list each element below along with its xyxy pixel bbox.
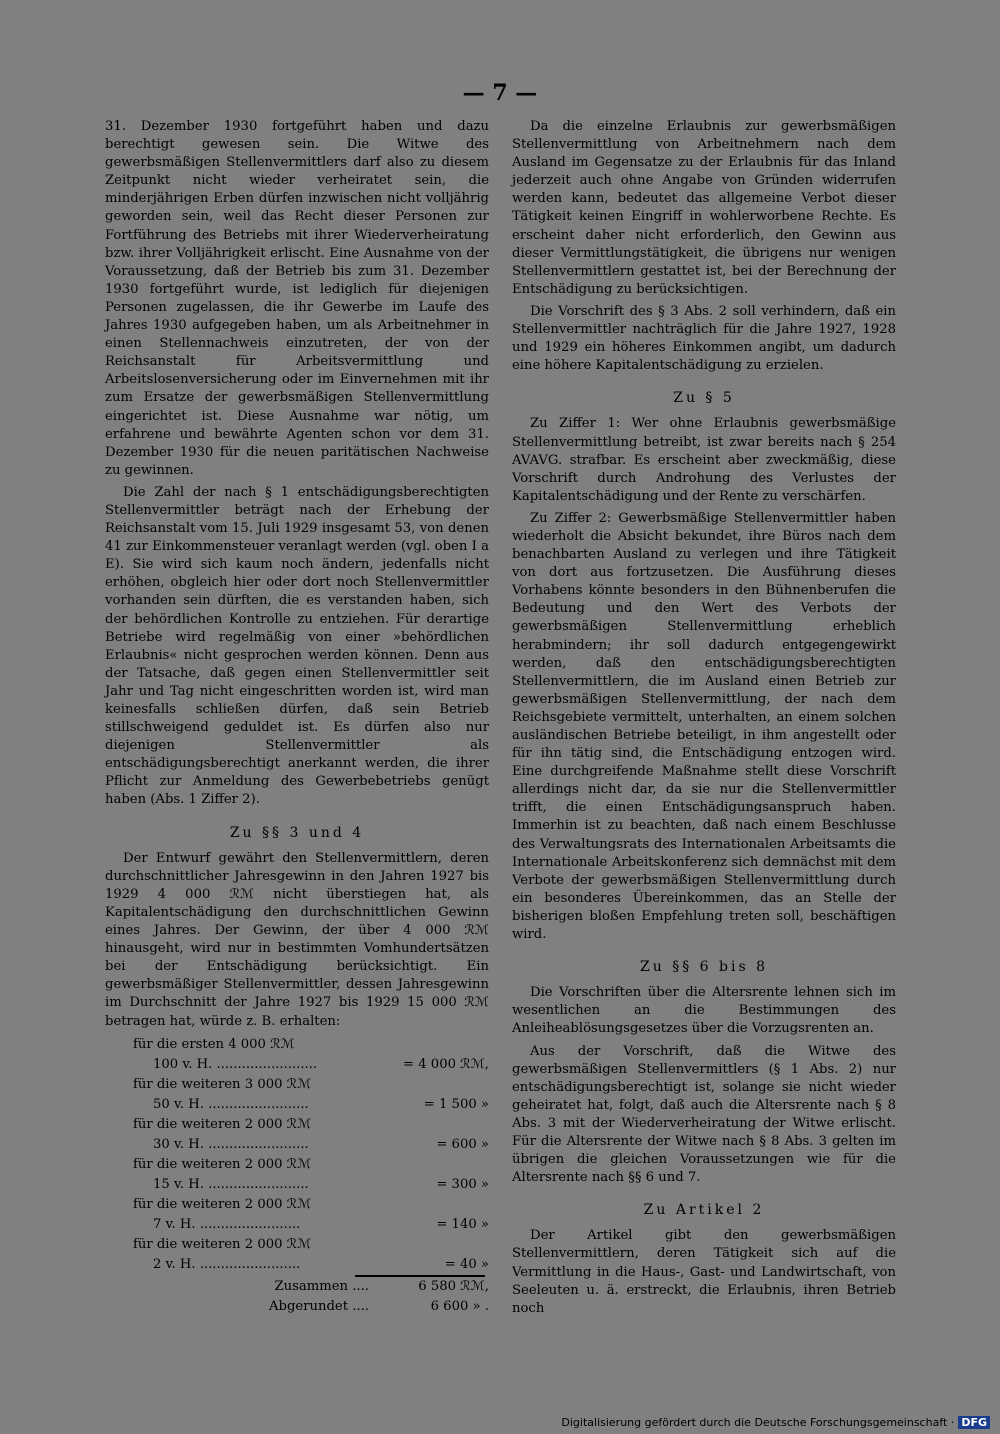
footer-text: Digitalisierung gefördert durch die Deutsche Forschungsgemeinschaft · [561,1416,955,1429]
calc-line: 30 v. H. ........................ = 600 » [153,1136,489,1152]
section-heading: Zu Artikel 2 [643,1202,765,1219]
paragraph: Der Artikel gibt den gewerbsmäßigen Stellenvermittlern, deren Tätigkeit sich auf die Vermittlung in die Haus-, Gast- und Landwirtschaft, von Seeleuten u. ä. erstreckt, die Erlaubnis, ihren Betrieb noch [512,1228,896,1316]
paragraph: Die Vorschriften über die Altersrente lehnen sich im wesentlichen an die Bestimmungen des Anleiheablösungsgesetzes über die Vorzugsrenten an. [512,985,896,1037]
paragraph: 31. Dezember 1930 fortgeführt haben und dazu berechtigt gewesen sein. Die Witwe des gewerbsmäßigen Stellenvermittlers darf also zu diesem Zeitpunkt nicht wieder verheiratet sein, die minderjährigen Erben dürfen inzwischen nicht volljährig geworden sein, weil das Recht dieser Personen zur Fortführung des Betriebs mit ihrer Wiederverheiratung bzw. ihrer Volljährigkeit erlischt. Eine Ausnahme von der Voraussetzung, daß der Betrieb bis zum 31. Dezember 1930 fortgeführt wurde, ist lediglich für diejenigen Personen zugelassen, die ihr Gewerbe im Laufe des Jahres 1930 aufgegeben haben, um als Arbeitnehmer in einen Stellennachweis einzutreten, der von der Reichsanstalt für Arbeitsvermittlung und Arbeitslosenversicherung oder im Einvernehmen mit ihr zum Ersatze der gewerbsmäßigen Stellenvermittlung eingerichtet ist. Diese Ausnahme war nötig, um erfahrene und bewährte Agenten schon vor dem 31. Dezember 1930 für die neuen paritätischen Nachweise zu gewinnen. [105,119,489,478]
paragraph: Die Zahl der nach § 1 entschädigungsberechtigten Stellenvermittler beträgt nach der Erhebung der Reichsanstalt vom 15. Juli 1929 insgesamt 53, von denen 41 zur Einkommensteuer veranlagt werden (vgl. oben I a E). Sie wird sich kaum noch ändern, jedenfalls nicht erhöhen, obgleich hier oder dort noch Stellenvermittler vorhanden sein dürften, die es verstanden haben, sich der behördlichen Kontrolle zu entziehen. Für derartige Betriebe wird regelmäßig von einer »behördlichen Erlaubnis« nicht gesprochen werden können. Denn aus der Tatsache, daß gegen einen Stellenvermittler seit Jahr und Tag nicht eingeschritten worden ist, wird man keinesfalls schließen dürfen, daß sein Betrieb stillschweigend geduldet ist. Es dürfen also nur diejenigen Stellenvermittler als entschädigungsberechtigt anerkannt werden, die ihrer Pflicht zur Anmeldung des Gewerbebetriebs genügt haben (Abs. 1 Ziffer 2). [105,484,489,808]
calc-line: 50 v. H. ........................ = 1 500 » [153,1096,489,1112]
calc-desc: für die weiteren 2 000 ℛℳ [133,1116,312,1132]
paragraph: Die Vorschrift des § 3 Abs. 2 soll verhindern, daß ein Stellenvermittler nachträglich für die Jahre 1927, 1928 und 1929 ein höheres Einkommen angibt, um dadurch eine höhere Kapitalentschädigung zu erzielen. [512,303,896,374]
calc-line: 7 v. H. ........................ = 140 » [153,1216,489,1232]
section-heading: Zu §§ 3 und 4 [229,824,365,841]
left-column [105,118,489,1319]
calc-desc: für die weiteren 3 000 ℛℳ [133,1076,312,1092]
right-column [512,118,896,1322]
calc-total: Zusammen .... 6 580 ℛℳ, [274,1278,489,1294]
calc-line: 15 v. H. ........................ = 300 » [153,1176,489,1192]
paragraph: Der Entwurf gewährt den Stellenvermittlern, deren durchschnittlicher Jahresgewinn in den Jahren 1927 bis 1929 4 000 ℛℳ nicht überstiegen hat, als Kapitalentschädigung den durchschnittlichen Gewinn eines Jahres. Der Gewinn, der über 4 000 ℛℳ hinausgeht, wird nur in bestimmten Vomhundertsätzen bei der Entschädigung berücksichtigt. Ein gewerbsmäßiger Stellenvermittler, dessen Jahresgewinn im Durchschnitt der Jahre 1927 bis 1929 15 000 ℛℳ betragen hat, würde z. B. erhalten: [105,850,489,1029]
section-heading: Zu §§ 6 bis 8 [640,959,768,976]
calc-desc: für die weiteren 2 000 ℛℳ [133,1196,312,1212]
section-heading: Zu § 5 [673,390,735,407]
calc-rounded: Abgerundet .... 6 600 » . [268,1298,489,1314]
calc-line: 2 v. H. ........................ = 40 » [153,1256,489,1272]
dfg-logo: DFG [958,1416,990,1429]
page-number: — 7 — [462,80,538,106]
calculation-table [105,1035,489,1317]
calc-line: 100 v. H. ........................ = 4 000 ℛℳ, [153,1056,489,1072]
paragraph: Zu Ziffer 1: Wer ohne Erlaubnis gewerbsmäßige Stellenvermittlung betreibt, ist zwar bereits nach § 254 AVAVG. strafbar. Es erscheint aber zweckmäßig, diese Vorschrift durch Androhung des Verlustes der Kapitalentschädigung und der Rente zu verschärfen. [512,416,896,504]
footer-credit [561,1416,990,1429]
calc-desc: für die ersten 4 000 ℛℳ [133,1036,295,1052]
paragraph: Da die einzelne Erlaubnis zur gewerbsmäßigen Stellenvermittlung von Arbeitnehmern nach dem Ausland im Gegensatze zu der Erlaubnis für das Inland jederzeit auch ohne Angabe von Gründen widerrufen werden kann, bedeutet das allgemeine Verbot dieser Tätigkeit keinen Eingriff in wohlerworbene Rechte. Es erscheint daher nicht erforderlich, den Gewinn aus dieser Vermittlungstätigkeit, die übrigens nur wenigen Stellenvermittlern gestattet ist, bei der Berechnung der Entschädigung zu berücksichtigen. [512,119,896,297]
paragraph: Aus der Vorschrift, daß die Witwe des gewerbsmäßigen Stellenvermittlers (§ 1 Abs. 2) nur entschädigungsberechtigt ist, solange sie nicht wieder geheiratet hat, folgt, daß auch die Altersrente nach § 8 Abs. 3 mit der Wiederverheiratung der Witwe erlischt. Für die Altersrente der Witwe nach § 8 Abs. 3 gelten im übrigen die gleichen Voraussetzungen wie für die Altersrente nach §§ 6 und 7. [512,1043,896,1186]
calc-desc: für die weiteren 2 000 ℛℳ [133,1156,312,1172]
paragraph: Zu Ziffer 2: Gewerbsmäßige Stellenvermittler haben wiederholt die Absicht bekundet, ihre Büros nach dem benachbarten Ausland zu verlegen und ihre Tätigkeit von dort aus fortzusetzen. Die Ausführung dieses Vorhabens könnte besonders in den Bühnenberufen die Bedeutung und den Wert des Verbots der gewerbsmäßigen Stellenvermittlung erheblich herabmindern; ihr soll dadurch entgegengewirkt werden, daß den entschädigungsberechtigten Stellenvermittlern, die im Ausland einen Betrieb zur gewerbsmäßigen Stellenvermittlung, der nach dem Reichsgebiete vermittelt, unterhalten, an einem solchen ausländischen Betriebe beteiligt, in ihm angestellt oder für ihn tätig sind, die Entschädigung entzogen wird. Eine durchgreifende Maßnahme stellt diese Vorschrift allerdings nicht dar, da sie nur die Stellenvermittler trifft, die einen Entschädigungsanspruch haben. Immerhin ist zu beachten, daß nach einem Beschlusse des Verwaltungsrats des Internationalen Arbeitsamts die Internationale Arbeitskonferenz sich demnächst mit dem Verbote der gewerbsmäßigen Stellenvermittlung durch ein besonderes Übereinkommen, das an Stelle der bisherigen bloßen Empfehlung treten soll, beschäftigen wird. [512,510,896,943]
calc-desc: für die weiteren 2 000 ℛℳ [133,1236,312,1252]
